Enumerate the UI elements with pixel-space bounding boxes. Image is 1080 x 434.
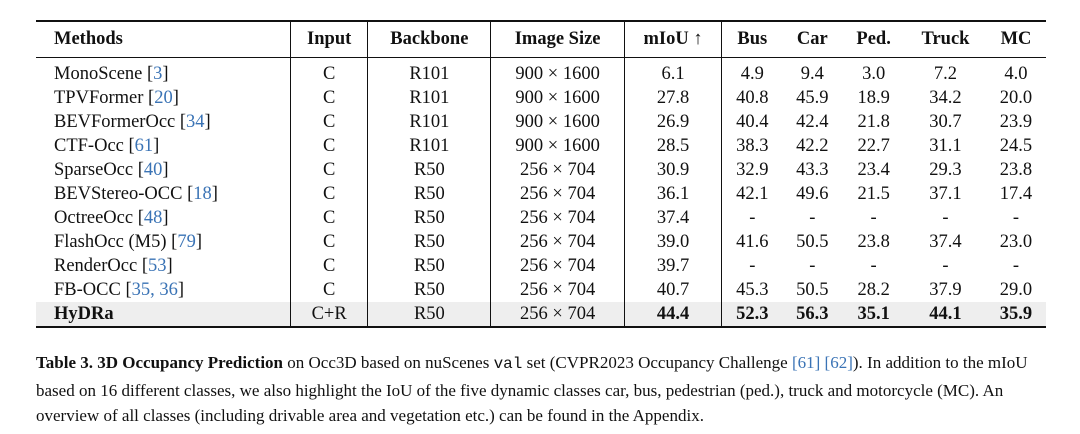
ped-cell: - bbox=[870, 207, 877, 228]
input-cell: C bbox=[291, 206, 368, 230]
car-cell: 43.3 bbox=[796, 159, 829, 180]
caption-title: 3D Occupancy Prediction bbox=[97, 353, 283, 372]
backbone-cell: R50 bbox=[368, 158, 491, 182]
table-row bbox=[36, 158, 1046, 182]
truck-cell: 34.2 bbox=[929, 87, 962, 108]
image-size-cell: 256 × 704 bbox=[491, 158, 624, 182]
table-row bbox=[36, 182, 1046, 206]
table-row bbox=[36, 58, 1046, 87]
car-cell: 50.5 bbox=[796, 279, 829, 300]
truck-cell: 37.9 bbox=[929, 279, 962, 300]
mc-cell: 23.9 bbox=[999, 111, 1033, 132]
caption-text-1: on Occ3D based on nuScenes bbox=[283, 353, 494, 372]
input-cell: C+R bbox=[291, 302, 368, 327]
header-input: Input bbox=[291, 21, 368, 58]
mc-cell: 29.0 bbox=[999, 279, 1033, 300]
car-cell: 56.3 bbox=[782, 302, 842, 327]
table-row bbox=[36, 86, 1046, 110]
method-cell: RenderOcc [53] bbox=[36, 254, 291, 278]
bus-cell: - bbox=[749, 207, 756, 228]
header-bus: Bus bbox=[737, 29, 768, 49]
input-cell: C bbox=[291, 110, 368, 134]
method-cell: BEVStereo-OCC [18] bbox=[36, 182, 291, 206]
input-cell: C bbox=[291, 158, 368, 182]
ped-cell: 18.9 bbox=[857, 87, 890, 108]
image-size-cell: 900 × 1600 bbox=[491, 110, 624, 134]
backbone-cell: R50 bbox=[368, 230, 491, 254]
table-row bbox=[36, 134, 1046, 158]
image-size-cell: 256 × 704 bbox=[491, 206, 624, 230]
header-miou: mIoU ↑ bbox=[624, 21, 721, 58]
ped-cell: 21.8 bbox=[857, 111, 890, 132]
miou-cell: 44.4 bbox=[624, 302, 721, 327]
caption-label: Table 3. bbox=[36, 353, 94, 372]
backbone-cell: R50 bbox=[368, 206, 491, 230]
table-row bbox=[36, 206, 1046, 230]
method-name: OctreeOcc bbox=[54, 207, 134, 228]
header-truck: Truck bbox=[921, 29, 970, 49]
bus-cell: 40.8 bbox=[736, 87, 769, 108]
car-cell: 45.9 bbox=[796, 87, 829, 108]
method-name: BEVStereo-OCC bbox=[54, 183, 183, 204]
car-cell: 42.2 bbox=[796, 135, 829, 156]
table-row-highlight bbox=[36, 302, 1046, 327]
image-size-cell: 256 × 704 bbox=[491, 302, 624, 327]
backbone-cell: R50 bbox=[368, 278, 491, 302]
bus-cell: 4.9 bbox=[740, 63, 764, 84]
header-car: Car bbox=[796, 29, 828, 49]
citation-link[interactable]: 48 bbox=[143, 207, 163, 228]
image-size-cell: 900 × 1600 bbox=[491, 134, 624, 158]
table-row bbox=[36, 110, 1046, 134]
car-cell: 9.4 bbox=[800, 63, 824, 84]
bus-cell: 38.3 bbox=[736, 135, 769, 156]
image-size-cell: 900 × 1600 bbox=[491, 86, 624, 110]
truck-cell: 29.3 bbox=[929, 159, 962, 180]
truck-cell: 30.7 bbox=[929, 111, 962, 132]
table-row bbox=[36, 230, 1046, 254]
table-caption bbox=[36, 350, 1046, 429]
image-size-cell: 256 × 704 bbox=[491, 278, 624, 302]
truck-cell: - bbox=[942, 207, 949, 228]
caption-code: val bbox=[493, 355, 523, 373]
backbone-cell: R50 bbox=[368, 182, 491, 206]
table-header-row bbox=[36, 21, 1046, 58]
method-name: MonoScene bbox=[54, 63, 143, 84]
citation-link[interactable]: 40 bbox=[143, 159, 163, 180]
method-name: FlashOcc (M5) bbox=[54, 231, 167, 252]
caption-text-2: set (CVPR2023 Occupancy Challenge bbox=[522, 353, 792, 372]
ped-cell: - bbox=[870, 255, 877, 276]
citation-link[interactable]: 35, 36 bbox=[131, 279, 178, 300]
ped-cell: 28.2 bbox=[857, 279, 890, 300]
ped-cell: 22.7 bbox=[857, 135, 890, 156]
bus-cell: - bbox=[749, 255, 756, 276]
input-cell: C bbox=[291, 254, 368, 278]
ped-cell: 23.4 bbox=[857, 159, 890, 180]
ped-cell: 21.5 bbox=[857, 183, 890, 204]
mc-cell: 23.0 bbox=[999, 231, 1033, 252]
truck-cell: 44.1 bbox=[905, 302, 986, 327]
table-row bbox=[36, 278, 1046, 302]
method-cell: BEVFormerOcc [34] bbox=[36, 110, 291, 134]
truck-cell: 37.1 bbox=[929, 183, 962, 204]
results-table-container bbox=[36, 20, 1046, 328]
backbone-cell: R101 bbox=[368, 58, 491, 87]
citation-link[interactable]: 79 bbox=[177, 231, 196, 252]
caption-citation-link[interactable]: [62] bbox=[824, 353, 853, 372]
car-cell: - bbox=[809, 207, 816, 228]
miou-cell: 36.1 bbox=[624, 182, 721, 206]
method-name: SparseOcc bbox=[54, 159, 134, 180]
backbone-cell: R50 bbox=[368, 302, 491, 327]
bus-cell: 42.1 bbox=[736, 183, 769, 204]
backbone-cell: R101 bbox=[368, 134, 491, 158]
method-cell: MonoScene [3] bbox=[36, 58, 291, 87]
table-row bbox=[36, 254, 1046, 278]
citation-link[interactable]: 34 bbox=[186, 111, 205, 132]
header-methods: Methods bbox=[36, 21, 291, 58]
input-cell: C bbox=[291, 58, 368, 87]
citation-link[interactable]: 61 bbox=[134, 135, 154, 156]
backbone-cell: R50 bbox=[368, 254, 491, 278]
miou-cell: 37.4 bbox=[624, 206, 721, 230]
car-cell: 49.6 bbox=[796, 183, 829, 204]
input-cell: C bbox=[291, 230, 368, 254]
backbone-cell: R101 bbox=[368, 86, 491, 110]
miou-cell: 30.9 bbox=[624, 158, 721, 182]
caption-text-3: ). In addition to the mIoU based on 16 different classes, we also highlight the IoU of the five dynamic classes car, bus, pedestrian (ped.), truck and motorcycle (MC). An overview of all classes (including drivable area and vegetation etc.) can be found in the Appendix. bbox=[36, 353, 1028, 425]
header-ped: Ped. bbox=[856, 29, 891, 49]
method-cell: OctreeOcc [48] bbox=[36, 206, 291, 230]
header-mc: MC bbox=[1000, 29, 1032, 49]
miou-cell: 39.0 bbox=[624, 230, 721, 254]
bus-cell: 52.3 bbox=[722, 302, 783, 327]
truck-cell: 37.4 bbox=[929, 231, 962, 252]
table-body bbox=[36, 58, 1046, 328]
input-cell: C bbox=[291, 182, 368, 206]
car-cell: 50.5 bbox=[796, 231, 829, 252]
truck-cell: 7.2 bbox=[933, 63, 958, 84]
method-cell: FB-OCC [35, 36] bbox=[36, 278, 291, 302]
results-table bbox=[36, 20, 1046, 328]
image-size-cell: 256 × 704 bbox=[491, 182, 624, 206]
miou-cell: 28.5 bbox=[624, 134, 721, 158]
bus-cell: 32.9 bbox=[736, 159, 769, 180]
input-cell: C bbox=[291, 86, 368, 110]
miou-cell: 40.7 bbox=[624, 278, 721, 302]
mc-cell: 20.0 bbox=[999, 87, 1033, 108]
citation-link[interactable]: 3 bbox=[153, 63, 163, 84]
method-name: CTF-Occ bbox=[54, 135, 124, 156]
mc-cell: 23.8 bbox=[999, 159, 1033, 180]
image-size-cell: 256 × 704 bbox=[491, 254, 624, 278]
caption-citation-link[interactable]: [61] bbox=[791, 353, 821, 372]
header-image-size: Image Size bbox=[491, 21, 624, 58]
method-cell: CTF-Occ [61] bbox=[36, 134, 291, 158]
mc-cell: - bbox=[1012, 255, 1020, 276]
method-cell: TPVFormer [20] bbox=[36, 86, 291, 110]
car-cell: 42.4 bbox=[796, 111, 829, 132]
method-name: FB-OCC bbox=[54, 279, 121, 300]
citation-link[interactable]: 18 bbox=[193, 183, 212, 204]
car-cell: - bbox=[809, 255, 816, 276]
backbone-cell: R101 bbox=[368, 110, 491, 134]
miou-cell: 26.9 bbox=[624, 110, 721, 134]
method-name: HyDRa bbox=[36, 302, 291, 327]
input-cell: C bbox=[291, 134, 368, 158]
method-name: TPVFormer bbox=[54, 87, 144, 108]
ped-cell: 23.8 bbox=[857, 231, 890, 252]
citation-link[interactable]: 53 bbox=[148, 255, 167, 276]
image-size-cell: 256 × 704 bbox=[491, 230, 624, 254]
mc-cell: - bbox=[1012, 207, 1020, 228]
citation-link[interactable]: 20 bbox=[154, 87, 173, 108]
method-cell: FlashOcc (M5) [79] bbox=[36, 230, 291, 254]
header-backbone: Backbone bbox=[368, 21, 491, 58]
bus-cell: 45.3 bbox=[736, 279, 769, 300]
ped-cell: 3.0 bbox=[862, 63, 886, 84]
method-name: BEVFormerOcc bbox=[54, 111, 176, 132]
mc-cell: 35.9 bbox=[986, 302, 1046, 327]
ped-cell: 35.1 bbox=[842, 302, 905, 327]
method-name: RenderOcc bbox=[54, 255, 138, 276]
mc-cell: 17.4 bbox=[999, 183, 1033, 204]
bus-cell: 41.6 bbox=[736, 231, 769, 252]
input-cell: C bbox=[291, 278, 368, 302]
miou-cell: 6.1 bbox=[624, 58, 721, 87]
method-cell: SparseOcc [40] bbox=[36, 158, 291, 182]
bus-cell: 40.4 bbox=[736, 111, 769, 132]
truck-cell: 31.1 bbox=[929, 135, 962, 156]
truck-cell: - bbox=[942, 255, 949, 276]
mc-cell: 4.0 bbox=[1004, 63, 1028, 84]
image-size-cell: 900 × 1600 bbox=[491, 58, 624, 87]
mc-cell: 24.5 bbox=[999, 135, 1033, 156]
miou-cell: 27.8 bbox=[624, 86, 721, 110]
miou-cell: 39.7 bbox=[624, 254, 721, 278]
